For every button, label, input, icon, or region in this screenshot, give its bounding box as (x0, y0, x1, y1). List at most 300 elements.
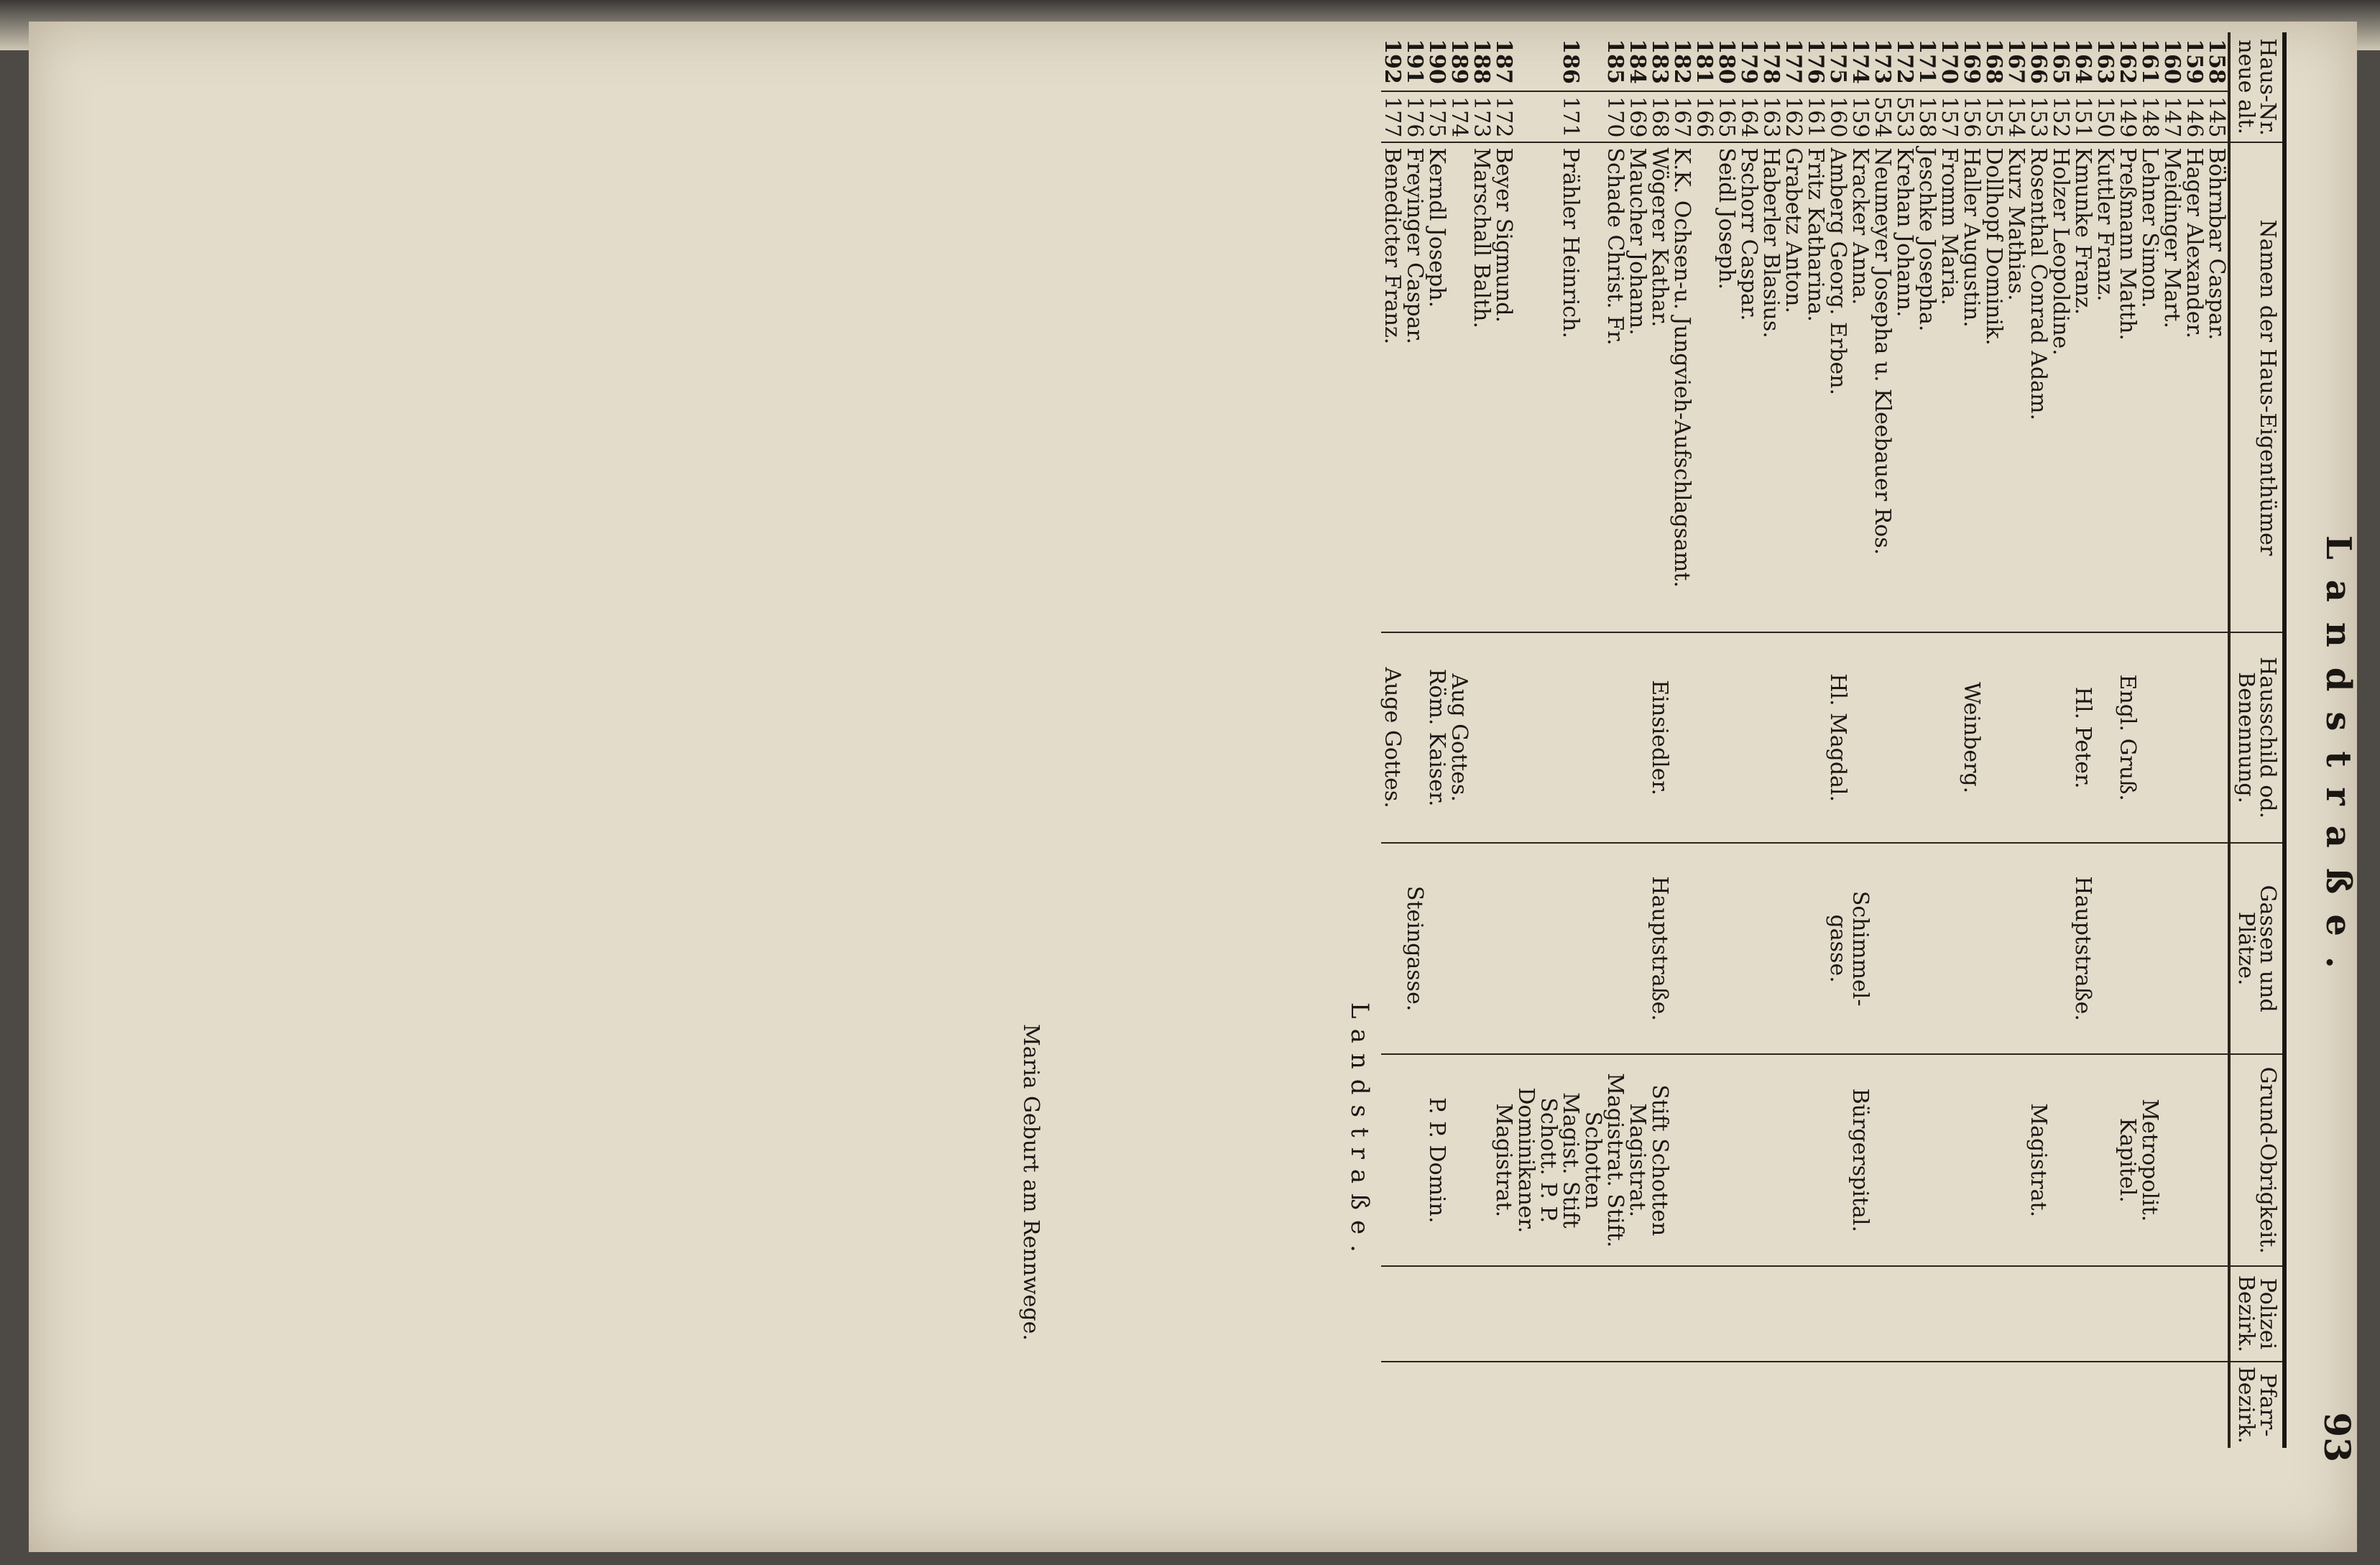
land-authority (1782, 1054, 1804, 1266)
house-sign (1738, 632, 1760, 843)
land-authority: Kapitel. (2116, 1054, 2139, 1266)
owner-name: Grabetz Anton. (1782, 142, 1804, 632)
owner-name (1693, 142, 1715, 632)
table-row (1938, 32, 1960, 1448)
owner-name: Schade Christ. Fr. (1582, 142, 1626, 632)
police-district (1515, 1266, 1582, 1362)
land-authority: Magistrat. (2027, 1054, 2049, 1266)
house-sign (2139, 632, 2161, 843)
land-authority (1448, 1054, 1470, 1266)
street-name (2205, 843, 2229, 1055)
parish-district (1849, 1362, 1871, 1448)
col-pfarr: Pfarr-Bezirk. (2229, 1362, 2284, 1448)
table-row (1827, 32, 1849, 1448)
house-number-old: 172 (1493, 91, 1515, 142)
street-name (1871, 843, 1894, 1055)
parish-district (1381, 1362, 1403, 1448)
house-number-new: 190 (1426, 32, 1448, 91)
table-row (1849, 32, 1871, 1448)
police-district (1426, 1266, 1448, 1362)
table-row (1738, 32, 1760, 1448)
col-haus-nr-sub (2233, 37, 2259, 137)
table-row (2161, 32, 2183, 1448)
house-number-old: 153 (2027, 91, 2049, 142)
house-number-old: 155 (1983, 91, 2005, 142)
house-number-old: 151 (2072, 91, 2094, 142)
police-district (1760, 1266, 1782, 1362)
house-number-new: 187 (1493, 32, 1515, 91)
land-authority (1403, 1054, 1426, 1266)
house-number-old: 162 (1782, 91, 1804, 142)
owner-name: Hager Alexander. (2183, 142, 2205, 632)
street-name: Schimmel- (1849, 843, 1871, 1055)
police-district (1894, 1266, 1916, 1362)
street-name (1470, 843, 1493, 1055)
street-name (1671, 843, 1693, 1055)
register-page (224, 32, 2366, 1469)
street-name (1983, 843, 2005, 1055)
owner-name: Fromm Maria. (1938, 142, 1960, 632)
house-number-new: 159 (2183, 32, 2205, 91)
house-number-old: 175 (1426, 91, 1448, 142)
street-name (1760, 843, 1782, 1055)
house-number-new: 165 (2049, 32, 2072, 91)
house-sign (1715, 632, 1738, 843)
land-authority (2094, 1054, 2116, 1266)
house-number-old: 554 (1871, 91, 1894, 142)
parish-district (2116, 1362, 2139, 1448)
land-authority (1715, 1054, 1738, 1266)
col-grund: Grund-Obrigkeit. (2229, 1054, 2284, 1266)
street-name (2005, 843, 2027, 1055)
owner-name: Dollhopf Dominik. (1983, 142, 2005, 632)
parish-district (1916, 1362, 1938, 1448)
col-namen: Namen der Haus-Eigenthümer (2229, 142, 2284, 632)
house-number-old: 164 (1738, 91, 1760, 142)
house-number-new: 180 (1715, 32, 1738, 91)
land-authority (1871, 1054, 1894, 1266)
table-row (2205, 32, 2229, 1448)
owner-name: Kmunke Franz. (2072, 142, 2094, 632)
owner-name (1448, 142, 1470, 632)
police-district (2205, 1266, 2229, 1362)
parish-district (1470, 1362, 1493, 1448)
parish-district (1804, 1362, 1827, 1448)
street-name (1894, 843, 1916, 1055)
house-number-new: 162 (2116, 32, 2139, 91)
house-sign (2205, 632, 2229, 843)
house-number-old: 165 (1715, 91, 1738, 142)
table-body (1381, 32, 2229, 1448)
house-number-old: 161 (1804, 91, 1827, 142)
street-name: gasse. (1827, 843, 1849, 1055)
street-name (1804, 843, 1827, 1055)
table-row (1693, 32, 1715, 1448)
table-row (2139, 32, 2161, 1448)
street-name (1960, 843, 1983, 1055)
parish-district (1827, 1362, 1849, 1448)
table-row (1916, 32, 1938, 1448)
police-district (1381, 1266, 1403, 1362)
land-authority (1960, 1054, 1983, 1266)
house-sign (2183, 632, 2205, 843)
police-district (1493, 1266, 1515, 1362)
owner-name: Kurz Mathias. (2005, 142, 2027, 632)
table-row (1582, 32, 1626, 1448)
street-name (1715, 843, 1738, 1055)
house-number-old: 167 (1671, 91, 1693, 142)
house-sign (1671, 632, 1693, 843)
police-district (1916, 1266, 1938, 1362)
land-authority: Magistrat. Stift. Schotten (1582, 1054, 1626, 1266)
owner-name: Beyer Sigmund. (1493, 142, 1515, 632)
table-header-row (2229, 32, 2284, 1448)
house-number-new: 175 (1827, 32, 1849, 91)
land-authority (1916, 1054, 1938, 1266)
house-number-new: 171 (1916, 32, 1938, 91)
house-sign (1804, 632, 1827, 843)
police-district (2027, 1266, 2049, 1362)
street-name (2049, 843, 2072, 1055)
land-authority (1381, 1054, 1403, 1266)
house-number-new: 179 (1738, 32, 1760, 91)
house-number-old: 147 (2161, 91, 2183, 142)
police-district (2116, 1266, 2139, 1362)
house-sign (1782, 632, 1804, 843)
house-number-new: 191 (1403, 32, 1426, 91)
owner-name: Haberler Blasius. (1760, 142, 1782, 632)
house-sign (1894, 632, 1916, 843)
street-name: Steingasse. (1403, 843, 1426, 1055)
house-number-old: 146 (2183, 91, 2205, 142)
table-row (1448, 32, 1470, 1448)
police-district (1938, 1266, 1960, 1362)
col-schild: Hausschild od. Benennung. (2229, 632, 2284, 843)
owner-name: Haller Augustin. (1960, 142, 1983, 632)
street-name (2183, 843, 2205, 1055)
house-number-old: 171 (1515, 91, 1582, 142)
page-heading (2287, 32, 2366, 1469)
land-authority (1827, 1054, 1849, 1266)
land-authority (2005, 1054, 2027, 1266)
table-row (1804, 32, 1827, 1448)
house-sign (1871, 632, 1894, 843)
parish-district (1403, 1362, 1426, 1448)
land-authority (2205, 1054, 2229, 1266)
land-authority (1938, 1054, 1960, 1266)
land-authority (2183, 1054, 2205, 1266)
owner-name: Jeschke Josepha. (1916, 142, 1938, 632)
parish-district (1648, 1362, 1671, 1448)
parish-district (1493, 1362, 1515, 1448)
house-number-old: 163 (1760, 91, 1782, 142)
owner-name: Fritz Katharina. (1804, 142, 1827, 632)
house-number-new: 182 (1671, 32, 1693, 91)
house-number-new: 163 (2094, 32, 2116, 91)
police-district (1983, 1266, 2005, 1362)
land-authority (1894, 1054, 1916, 1266)
house-number-new: 183 (1648, 32, 1671, 91)
polizei-bezirk-label: Landstraße. (1345, 1002, 1374, 1262)
house-sign (1849, 632, 1871, 843)
parish-district (1738, 1362, 1760, 1448)
col-gassen: Gassen und Plätze. (2229, 843, 2284, 1055)
house-number-old: 176 (1403, 91, 1426, 142)
street-name (1448, 843, 1470, 1055)
house-number-new: 192 (1381, 32, 1403, 91)
table-row (1648, 32, 1671, 1448)
house-number-new: 177 (1782, 32, 1804, 91)
pfarr-bezirk-label: Maria Geburt am Rennwege. (1018, 1024, 1043, 1341)
owner-name: Holzer Leopoldine. (2049, 142, 2072, 632)
land-authority: Magistrat. (1493, 1054, 1515, 1266)
house-number-old: 152 (2049, 91, 2072, 142)
street-name (1515, 843, 1582, 1055)
house-number-new: 176 (1804, 32, 1827, 91)
owner-name: Krehan Johann. (1894, 142, 1916, 632)
parish-district (2205, 1362, 2229, 1448)
house-sign: Engl. Gruß. (2116, 632, 2139, 843)
parish-district (1448, 1362, 1470, 1448)
owner-name: Kerndl Joseph. (1426, 142, 1448, 632)
table-row (1871, 32, 1894, 1448)
street-name (2094, 843, 2116, 1055)
street-name (1938, 843, 1960, 1055)
owner-name: Kracker Anna. (1849, 142, 1871, 632)
owner-name: Pschorr Caspar. (1738, 142, 1760, 632)
street-name (1738, 843, 1760, 1055)
table-row (2072, 32, 2094, 1448)
house-sign: Hl. Peter. (2072, 632, 2094, 843)
house-number-new: 161 (2139, 32, 2161, 91)
parish-district (1582, 1362, 1626, 1448)
house-number-new: 160 (2161, 32, 2183, 91)
parish-district (2049, 1362, 2072, 1448)
house-number-old: 149 (2116, 91, 2139, 142)
parish-district (1515, 1362, 1582, 1448)
house-number-old: 148 (2139, 91, 2161, 142)
police-district (1827, 1266, 1849, 1362)
owner-name: Prähler Heinrich. (1515, 142, 1582, 632)
owner-name: Kuttler Franz. (2094, 142, 2116, 632)
house-number-old: 154 (2005, 91, 2027, 142)
house-sign (1493, 632, 1515, 843)
land-authority (1983, 1054, 2005, 1266)
house-sign (2161, 632, 2183, 843)
parish-district (1871, 1362, 1894, 1448)
house-number-old: 157 (1938, 91, 1960, 142)
owner-name: Rosenthal Conrad Adam. (2027, 142, 2049, 632)
house-number-old: 160 (1827, 91, 1849, 142)
table-row (1381, 32, 1403, 1448)
police-district (1804, 1266, 1827, 1362)
police-district (1403, 1266, 1426, 1362)
house-number-new: 166 (2027, 32, 2049, 91)
street-name: Hauptstraße. (2072, 843, 2094, 1055)
house-sign (2027, 632, 2049, 843)
owner-name: Wögerer Kathar. (1648, 142, 1671, 632)
owner-name: Benedicter Franz. (1381, 142, 1403, 632)
house-number-new: 172 (1894, 32, 1916, 91)
house-number-new: 174 (1849, 32, 1871, 91)
land-authority (1693, 1054, 1715, 1266)
land-authority: Bürgerspital. (1849, 1054, 1871, 1266)
street-name (2161, 843, 2183, 1055)
house-sign: Hl. Magdal. (1827, 632, 1849, 843)
parish-district (2183, 1362, 2205, 1448)
police-district (2072, 1266, 2094, 1362)
street-name (1693, 843, 1715, 1055)
house-number-new: 184 (1626, 32, 1648, 91)
police-district (1648, 1266, 1671, 1362)
parish-district (1671, 1362, 1693, 1448)
police-district (1782, 1266, 1804, 1362)
street-name (2116, 843, 2139, 1055)
parish-district (2161, 1362, 2183, 1448)
owner-name: Neumeyer Josepha u. Kleebauer Ros. (1871, 142, 1894, 632)
land-authority (1470, 1054, 1493, 1266)
owner-name: Preßmann Matth. (2116, 142, 2139, 632)
parish-district (1960, 1362, 1983, 1448)
parish-district (2072, 1362, 2094, 1448)
land-authority (2161, 1054, 2183, 1266)
parish-district (1983, 1362, 2005, 1448)
police-district (1626, 1266, 1648, 1362)
col-polizei: Polizei Bezirk. (2229, 1266, 2284, 1362)
police-district (2094, 1266, 2116, 1362)
table-row (1983, 32, 2005, 1448)
house-number-old: 168 (1648, 91, 1671, 142)
street-name (1582, 843, 1626, 1055)
land-authority: Magistrat. (1626, 1054, 1648, 1266)
police-district (1470, 1266, 1493, 1362)
parish-district (1426, 1362, 1448, 1448)
police-district (1849, 1266, 1871, 1362)
owner-name: Lehner Simon. (2139, 142, 2161, 632)
street-name (2139, 843, 2161, 1055)
house-sign: Aug Gottes. (1448, 632, 1470, 843)
table-row (2027, 32, 2049, 1448)
house-number-new: 185 (1582, 32, 1626, 91)
police-district (2183, 1266, 2205, 1362)
table-row (1715, 32, 1738, 1448)
police-district (1448, 1266, 1470, 1362)
house-number-old: 150 (2094, 91, 2116, 142)
parish-district (1894, 1362, 1916, 1448)
parish-district (1693, 1362, 1715, 1448)
parish-district (1760, 1362, 1782, 1448)
house-number-new: 158 (2205, 32, 2229, 91)
house-sign: Auge Gottes. (1381, 632, 1403, 843)
police-district (1738, 1266, 1760, 1362)
col-neue-label: neue (2233, 40, 2259, 93)
house-number-new: 168 (1983, 32, 2005, 91)
house-number-old: 166 (1693, 91, 1715, 142)
house-number-new: 170 (1938, 32, 1960, 91)
land-authority (2072, 1054, 2094, 1266)
police-district (1715, 1266, 1738, 1362)
street-name (1626, 843, 1648, 1055)
house-sign: Röm. Kaiser. (1426, 632, 1448, 843)
police-district (2139, 1266, 2161, 1362)
table-row (1671, 32, 1693, 1448)
house-sign: Einsiedler. (1648, 632, 1671, 843)
house-number-new: 167 (2005, 32, 2027, 91)
table-row (1515, 32, 1582, 1448)
house-sign (1693, 632, 1715, 843)
owner-name: Marschall Balth. (1470, 142, 1493, 632)
table-row (1493, 32, 1515, 1448)
page-title: Landstraße. (2318, 535, 2358, 989)
house-sign (2049, 632, 2072, 843)
table-row (1960, 32, 1983, 1448)
parish-district (1715, 1362, 1738, 1448)
page-number: 93 (2316, 1412, 2358, 1462)
police-district (1671, 1266, 1693, 1362)
table-row (1782, 32, 1804, 1448)
col-alt-label: alt. (2233, 99, 2259, 135)
house-number-new: 164 (2072, 32, 2094, 91)
table-row (2049, 32, 2072, 1448)
table-row (1626, 32, 1648, 1448)
house-number-new: 181 (1693, 32, 1715, 91)
house-sign (1626, 632, 1648, 843)
house-sign: Weinberg. (1960, 632, 1983, 843)
table-row (1470, 32, 1493, 1448)
land-authority (1671, 1054, 1693, 1266)
street-name: Hauptstraße. (1648, 843, 1671, 1055)
house-sign (2005, 632, 2027, 843)
police-district (2005, 1266, 2027, 1362)
police-district (1693, 1266, 1715, 1362)
house-number-old: 170 (1582, 91, 1626, 142)
parish-district (2005, 1362, 2027, 1448)
house-sign (1515, 632, 1582, 843)
table-row (1760, 32, 1782, 1448)
owner-name: Amberg Georg. Erben. (1827, 142, 1849, 632)
parish-district (2139, 1362, 2161, 1448)
street-name (1493, 843, 1515, 1055)
house-number-old: 169 (1626, 91, 1648, 142)
house-sign (2094, 632, 2116, 843)
police-district (2049, 1266, 2072, 1362)
street-name (1782, 843, 1804, 1055)
land-authority (2049, 1054, 2072, 1266)
owner-name: Meidinger Mart. (2161, 142, 2183, 632)
house-number-old: 159 (1849, 91, 1871, 142)
house-sign (1403, 632, 1426, 843)
house-number-new: 178 (1760, 32, 1782, 91)
owner-name: Freyinger Caspar. (1403, 142, 1426, 632)
parish-district (1938, 1362, 1960, 1448)
house-number-old: 177 (1381, 91, 1403, 142)
house-number-old: 145 (2205, 91, 2229, 142)
street-name (1426, 843, 1448, 1055)
police-district (1582, 1266, 1626, 1362)
house-number-new: 169 (1960, 32, 1983, 91)
parish-district (1782, 1362, 1804, 1448)
house-sign (1916, 632, 1938, 843)
house-number-new: 188 (1470, 32, 1493, 91)
house-number-new: 189 (1448, 32, 1470, 91)
table-row (1403, 32, 1426, 1448)
owner-name: Seidl Joseph. (1715, 142, 1738, 632)
police-district (1960, 1266, 1983, 1362)
land-authority: P. P. Domin. (1426, 1054, 1448, 1266)
land-authority (1760, 1054, 1782, 1266)
parish-district (2027, 1362, 2049, 1448)
street-name (1381, 843, 1403, 1055)
